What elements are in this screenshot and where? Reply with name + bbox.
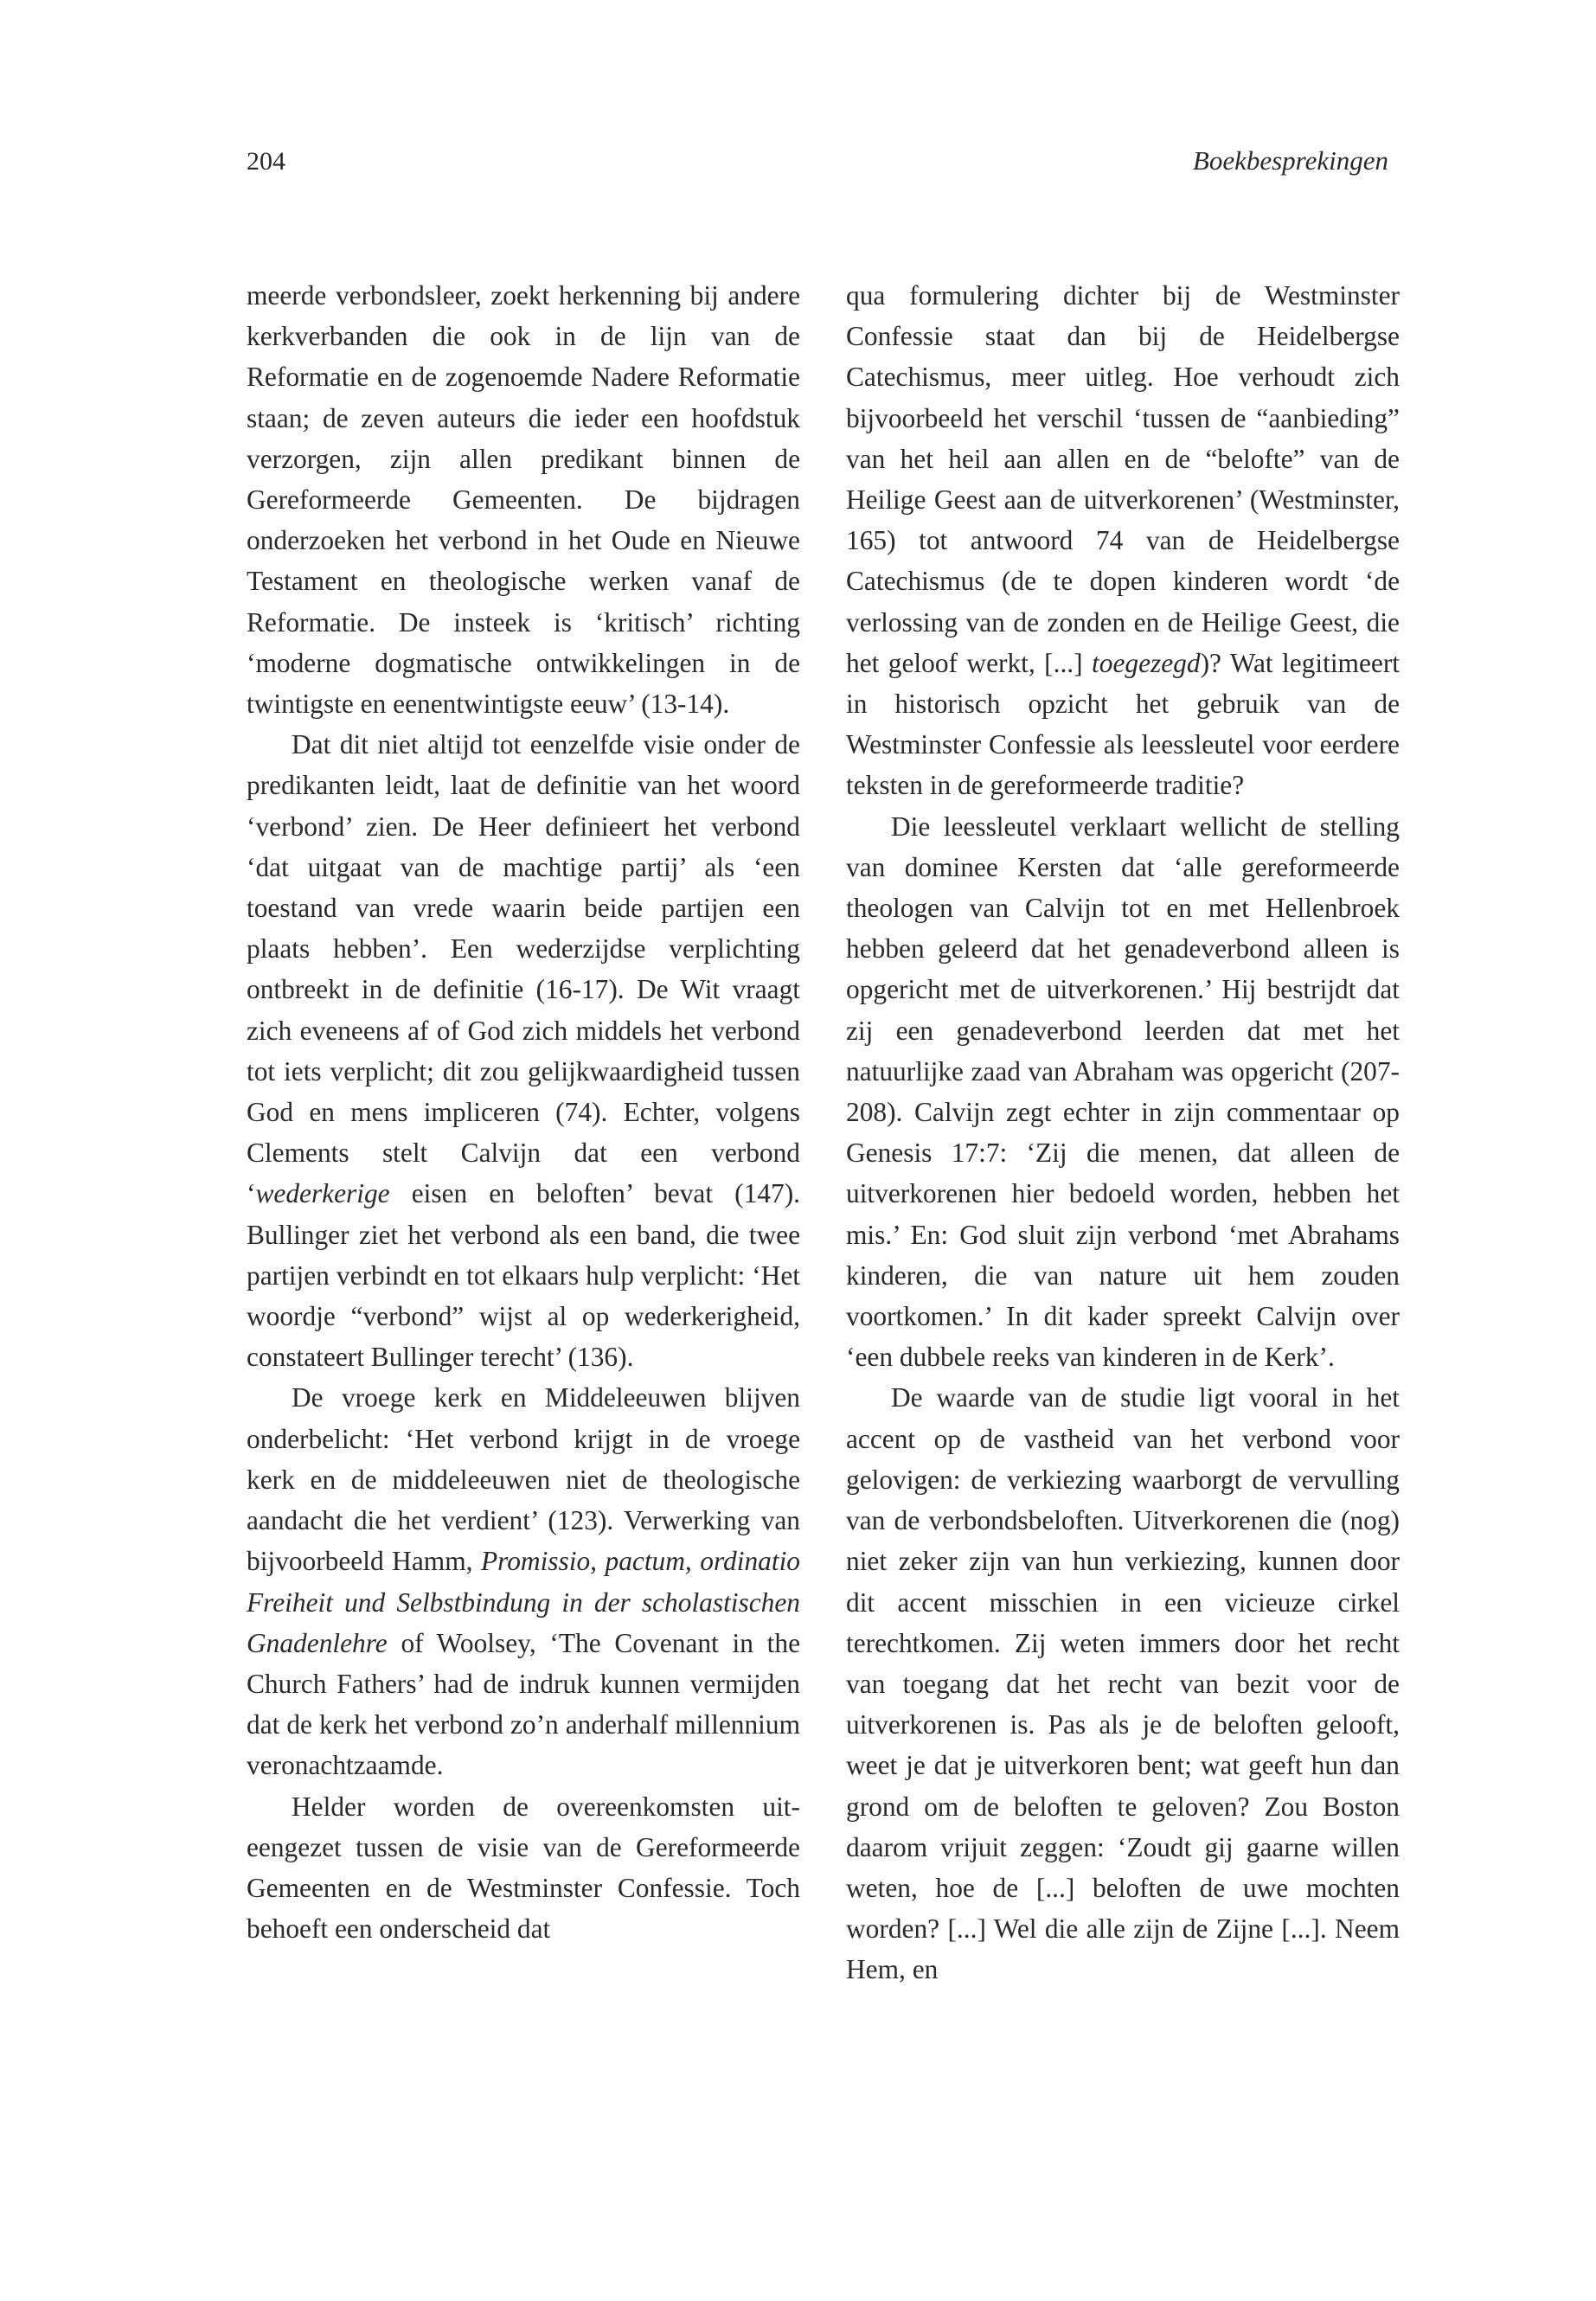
emphasis: toegezegd [1092, 647, 1201, 678]
paragraph: Die leessleutel verklaart wellicht de stelling van dominee Kersten dat ‘alle gereformeerde theologen van Calvijn tot en met Hellenbroek hebben geleerd dat het genadeverbond alleen is opgericht met de uitverkorenen.’ Hij bestrijdt dat zij een genadeverbond leerden dat met het natuurlijke zaad van Abraham was opgericht (207-208). Calvijn zegt echter in zijn commentaar op Genesis 17:7: ‘Zij die menen, dat alleen de uitverkorenen hier bedoeld worden, hebben het mis.’ En: God sluit zijn verbond ‘met Abrahams kinderen, die van nature uit hem zouden voortkomen.’ In dit kader spreekt Calvijn over ‘een dubbele reeks van kinderen in de Kerk’. [846, 811, 1400, 1373]
text-run: of Woolsey, ‘The Covenant in the Church Fathers’ had de indruk kunnen vermijden dat de kerk het verbond zo’n anderhalf millennium veronachtzaamde. [247, 1627, 800, 1781]
paragraph: meerde verbondsleer, zoekt herkenning bij andere kerkverbanden die ook in de lijn van de Reformatie en de zogenoemde Nadere Reformatie staan; de zeven auteurs die ieder een hoofdstuk verzorgen, zijn allen predikant binnen de Gereformeerde Gemeenten. De bijdragen onderzoeken het verbond in het Oude en Nieuwe Testament en theologische werken vanaf de Reformatie. De insteek is ‘kritisch’ richting ‘moderne dogmatische ontwikkelingen in de twintigste en eenentwintigste eeuw’ (13-14). [247, 280, 800, 720]
paragraph [247, 1377, 800, 1785]
text-run: )? Wat legitimeert in historisch opzicht het gebruik van de Westminster Confessie als leessleutel voor eerdere teksten in de gereformeerde traditie? [846, 647, 1400, 801]
text-run: Dat dit niet altijd tot eenzelfde visie onder de predikanten leidt, laat de definitie van het woord ‘verbond’ zien. De Heer definieert het verbond ‘dat uitgaat van de machtige partij’ als ‘een toestand van vrede waarin beide partijen een plaats hebben’. Een wederzijdse verplichting ontbreekt in de definitie (16-17). De Wit vraagt zich eveneens af of God zich middels het verbond tot iets verplicht; dit zou gelijkwaardigheid tussen God en mens impliceren (74). Echter, volgens Clements stelt Calvijn dat een verbond ‘ [247, 729, 800, 1209]
text-run: eisen en beloften’ bevat (147). Bullinger ziet het verbond als een band, die twee partijen verbindt en tot elkaars hulp verplicht: ‘Het woordje “verbond” wijst al op wederkerigheid, constateert Bullinger terecht’ (136). [247, 1178, 800, 1373]
text-run: De vroege kerk en Middeleeuwen blijven onderbelicht: ‘Het verbond krijgt in de vroege kerk en de middeleeuwen niet de theologische aandacht die het verdient’ (123). Verwerking van bijvoorbeeld Hamm, [247, 1382, 800, 1577]
right-column [846, 275, 1400, 1990]
paragraph: De waarde van de studie ligt vooral in het accent op de vastheid van het verbond voor gelovigen: de verkiezing waarborgt de vervulling van de verbondsbeloften. Uitverkorenen die (nog) niet zeker zijn van hun verkiezing, kunnen door dit accent misschien in een vicieuze cirkel terechtkomen. Zij weten immers door het recht van toegang dat het recht van bezit voor de uitverkorenen is. Pas als je de beloften gelooft, weet je dat je uitverkoren bent; wat geeft hun dan grond om de beloften te geloven? Zou Boston daarom vrijuit zeggen: ‘Zoudt gij gaarne willen weten, hoe de [...] beloften de uwe mochten worden? [...] Wel die alle zijn de Zijne [...]. Neem Hem, en [846, 1382, 1400, 1985]
left-column [247, 275, 800, 1949]
paragraph [846, 275, 1400, 806]
running-head: Boekbesprekingen [1192, 145, 1388, 176]
text-run: qua formulering dichter bij de Westminster Confessie staat dan bij de Heidelbergse Catechismus, meer uitleg. Hoe verhoudt zich bijvoorbeeld het verschil ‘tussen de “aanbieding” van het heil aan allen en de “belofte” van de Heilige Geest aan de uitverkorenen’ (Westminster, 165) tot antwoord 74 van de Heidelbergse Catechismus (de te dopen kinderen wordt ‘de verlossing van de zonden en de Heilige Geest, die het geloof werkt, [...] [846, 280, 1400, 678]
paragraph: Helder worden de overeenkomsten uiteengezet tussen de visie van de Gereformeerde Gemeenten en de Westminster Confessie. Toch behoeft een onderscheid dat [247, 1791, 800, 1945]
paragraph [247, 724, 800, 1377]
page-number: 204 [247, 147, 285, 176]
book-title: Promissio, pactum, ordinatio Freiheit und Selbstbindung in der scholastischen Gnadenlehre [247, 1546, 800, 1658]
emphasis: wederkerige [255, 1178, 390, 1209]
